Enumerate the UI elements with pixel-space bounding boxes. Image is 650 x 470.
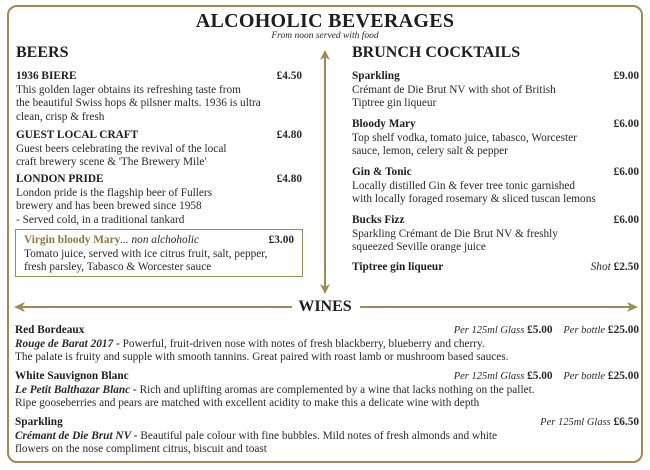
cocktail-item: Bucks Fizz £6.00 Sparkling Crémant de Die Brut NV & freshly squeezed Seville orange juice: [352, 214, 639, 254]
wine-item: White Sauvignon Blanc Per 125ml Glass £5.00 Per bottle £25.00 Le Petit Balthazar Blanc - Rich and uplifting aromas are complemented by a wine that lacks nothing on the pallet. Ripe gooseberries and pears are matched with excellent acidity to make this a delicate wine with depth: [15, 370, 639, 410]
cocktails-heading: BRUNCH COCKTAILS: [352, 44, 521, 61]
beer-item: 1936 BIERE £4.50 This golden lager obtains its refreshing taste from the beautiful Swiss hops & pilsner malts. 1936 is ultra clean, crisp & fresh: [16, 70, 302, 123]
beers-heading: BEERS: [16, 44, 69, 61]
divider-arrowheads-icon: [319, 50, 331, 294]
wine-item: Sparkling Per 125ml Glass £6.50 Crémant de Die Brut NV - Beautiful pale colour with fine bubbles. Mild notes of fresh almonds and white flowers on the nose compliment citrus, biscuit and toast: [15, 416, 639, 456]
page-subtitle: From noon served with food: [271, 31, 379, 41]
cocktail-item: Bloody Mary £6.00 Top shelf vodka, tomato juice, tabasco, Worcester sauce, lemon, celery salt & pepper: [352, 118, 639, 158]
cocktail-item: Gin & Tonic £6.00 Locally distilled Gin & fever tree tonic garnished with locally foraged rosemary & sliced tuscan lemons: [352, 166, 639, 206]
beer-item: GUEST LOCAL CRAFT £4.80 Guest beers celebrating the revival of the local craft brewery scene & 'The Brewery Mile': [16, 129, 302, 169]
wine-item: Red Bordeaux Per 125ml Glass £5.00 Per bottle £25.00 Rouge de Barat 2017 - Powerful, fruit-driven nose with notes of fresh blackberry, blueberry and cherry. The palate is fruity and supple with smooth tannins. Great paired with roast lamb or mushroom based sauces.: [15, 324, 639, 364]
virgin-bloody-mary-box: Virgin bloody Mary... non alchoholic £3.00 Tomato juice, served with ice citrus fruit, salt, pepper, fresh parsley, Tabasco & Worcester sauce: [15, 229, 303, 277]
beer-item: LONDON PRIDE £4.80 London pride is the flagship beer of Fullers brewery and has been brewed since 1958 - Served cold, in a traditional tankard: [16, 173, 302, 226]
cocktail-item: Sparkling £9.00 Crémant de Die Brut NV with shot of British Tiptree gin liqueur: [352, 70, 639, 110]
page-title: ALCOHOLIC BEVERAGES: [195, 10, 455, 32]
wines-heading: WINES: [298, 298, 352, 315]
cocktail-item: Tiptree gin liqueur Shot £2.50: [352, 261, 639, 273]
